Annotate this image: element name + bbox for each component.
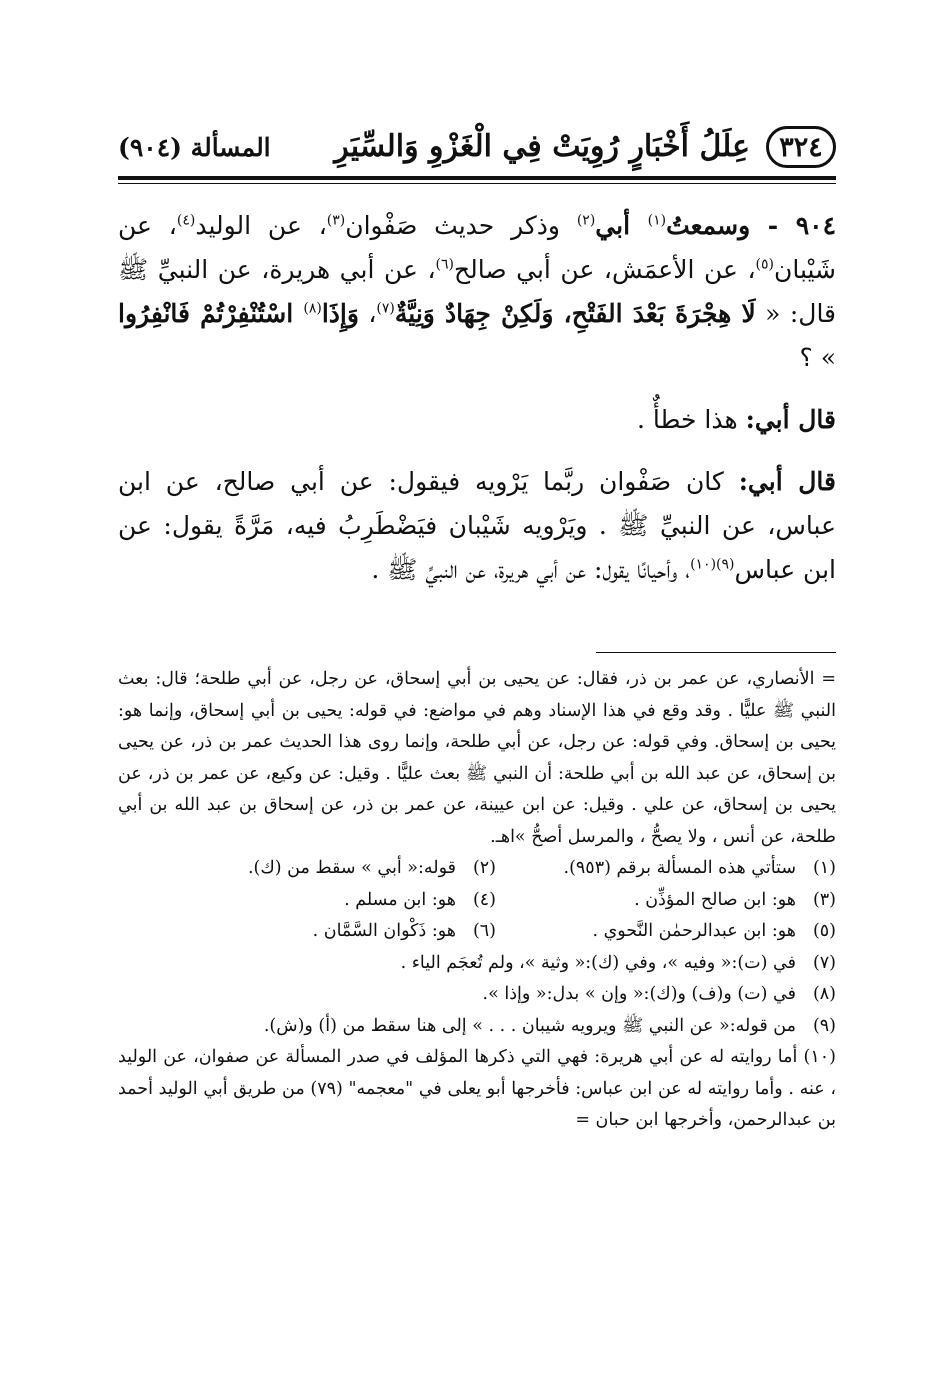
page-number: ٣٢٤ — [766, 126, 836, 168]
footnote-number: (٦) — [472, 921, 496, 941]
footnote-number: (٨) — [812, 984, 836, 1004]
footnote-text: هو: ابن مسلم . — [344, 889, 456, 910]
footnote-number: (٢) — [472, 858, 496, 878]
footnote-3 — [496, 885, 836, 917]
footnote-10: (١٠) أما روايته له عن أبي هريرة: فهي التي ذكرها المؤلف في صدر المسألة عن صفوان، عن الوليد ، عنه . وأما روايته له عن ابن عباس: فأخرجها أبو يعلى في "معجمه" (٧٩) من طريق أبي الوليد أحمد بن عبدالرحمن، وأخرجها ابن حبان = — [118, 1047, 836, 1130]
footnote-text: قوله:« أبي » سقط من (ك). — [247, 858, 456, 878]
hadith-text: اسْتُنْفِرْتُمْ فَانْفِرُوا — [118, 299, 304, 328]
header-rule-thin — [118, 183, 836, 184]
footnote-ref-6: (٦) — [435, 256, 454, 273]
footnote-number: (٤) — [472, 889, 496, 910]
footnotes — [118, 664, 836, 1137]
text-segment: ، عن الوليد — [195, 211, 327, 240]
footnote-ref-7: (٧) — [376, 300, 395, 317]
speaker-label: قال أبي: — [738, 467, 836, 496]
footnote-number: (٥) — [812, 921, 836, 941]
footnote-9 — [118, 1011, 836, 1043]
footnote-7 — [118, 948, 836, 980]
footnote-ref-5: (٥) — [755, 256, 774, 273]
issue-label: المسألة (٩٠٤) — [118, 133, 271, 162]
footnote-ref-8: (٨) — [303, 300, 322, 317]
footnote-text: في (ت):« وفيه »، وفي (ك):« وثية »، ولم تُعجَم الياء . — [400, 952, 796, 973]
footnote-ref-1: (١) — [647, 212, 667, 229]
footnote-separator — [596, 652, 836, 653]
paragraph-verdict — [118, 398, 836, 442]
text-segment: وذكر حديث صَفْوان — [345, 211, 577, 240]
footnote-text: هو: ذَكْوان السَّمَّان . — [312, 921, 456, 941]
narrator-abi: أبي — [595, 211, 648, 240]
footnote-6 — [313, 916, 496, 948]
footnote-row — [118, 916, 836, 948]
footnote-ref-4: (٤) — [176, 212, 196, 229]
footnote-1 — [496, 853, 836, 885]
footnote-2 — [248, 853, 496, 885]
text-segment: » ؟ — [799, 343, 836, 372]
footnote-ref-2: (٢) — [576, 212, 596, 229]
header-rule-thick — [118, 176, 836, 180]
text-segment: ، عن الأعمَش، عن أبي صالح — [454, 255, 756, 284]
footnote-row — [118, 853, 836, 885]
footnote-text: ستأتي هذه المسألة برقم (٩٥٣). — [563, 858, 796, 878]
footnote-number: (١) — [812, 858, 836, 878]
text-segment: ، — [358, 299, 377, 328]
book-title: عِلَلُ أَخْبَارٍ رُوِيَتْ فِي الْغَزْوِ وَالسِّيَرِ — [334, 129, 750, 164]
footnote-text: من قوله:« عن النبي ﷺ ويرويه شيبان . . . » إلى هنا سقط من (أ) و(ش). — [263, 1015, 796, 1036]
text-segment: ، عن شَيْبان — [118, 211, 836, 284]
footnote-number: (٧) — [812, 952, 836, 973]
issue-opening: ٩٠٤ - وسمعتُ — [666, 211, 837, 240]
explanation-text: ، وأحيانًا يقول: عن أبي هريرة، عن النبيِّ ﷺ . — [371, 555, 691, 584]
hadith-text: لَا هِجْرَةَ بَعْدَ الفَتْحِ، وَلَكِنْ جِهَادٌ وَنِيَّةٌ — [394, 299, 756, 328]
explanation-text: كان صَفْوان ربَّما يَرْويه فيقول: عن أبي صالح، عن ابن عباس، عن النبيِّ ﷺ . ويَرْويه شَيْبان فيَضْطَرِبُ فيه، مَرَّةً يقول: عن ابن عباس — [118, 467, 836, 584]
footnote-continuation: = الأنصاري، عن عمر بن ذر، فقال: عن يحيى بن أبي إسحاق، عن رجل، عن أبي طلحة؛ قال: بعث النبي ﷺ عليًّا . وقد وقع في هذا الإسناد وهم في مواضع: في قوله: يحيى بن أبي إسحاق، وإنما هو: يحيى بن إسحاق. وفي قوله: عن رجل، عن أبي طلحة، وإنما روى هذا الحديث عمر بن ذر، عن يحيى بن إسحاق، عن عبد الله بن أبي طلحة: أن النبي ﷺ بعث عليًّا . وقيل: عن وكيع، عن عمر بن ذر، عن يحيى بن إسحاق، عن علي . وقيل: عن ابن عيينة، عن عمر بن ذر، عن إسحاق بن عبد الله بن أبي طلحة، عن أنس ، ولا يصحُّ ، والمرسل أصحُّ »اهـ. — [118, 669, 836, 847]
footnote-4 — [344, 885, 496, 917]
footnote-number: (٩) — [812, 1015, 836, 1036]
footnote-row — [118, 885, 836, 917]
verdict-text: هذا خطأٌ . — [636, 405, 746, 434]
paragraph-explanation — [118, 460, 836, 592]
page-header — [118, 118, 836, 184]
hadith-text: وَإِذَا — [321, 299, 359, 328]
footnote-text: في (ت) و(ف) و(ك):« وإن » بدل:« وإذا ». — [482, 984, 796, 1004]
footnote-8 — [118, 979, 836, 1011]
main-text — [118, 204, 836, 592]
footnote-number: (٣) — [812, 889, 836, 910]
footnote-text: هو: ابن صالح المؤذِّن . — [634, 889, 796, 910]
footnote-ref-9-10: (٩)(١٠) — [690, 556, 735, 573]
paragraph-issue-904 — [118, 204, 836, 380]
footnote-5 — [496, 916, 836, 948]
footnote-ref-3: (٣) — [326, 212, 346, 229]
footnote-text: هو: ابن عبدالرحمٰن النَّحوي . — [592, 921, 796, 941]
speaker-label: قال أبي: — [745, 405, 836, 434]
text-segment: ، عن أبي هريرة، عن النبيِّ ﷺ قال: « — [118, 255, 837, 328]
